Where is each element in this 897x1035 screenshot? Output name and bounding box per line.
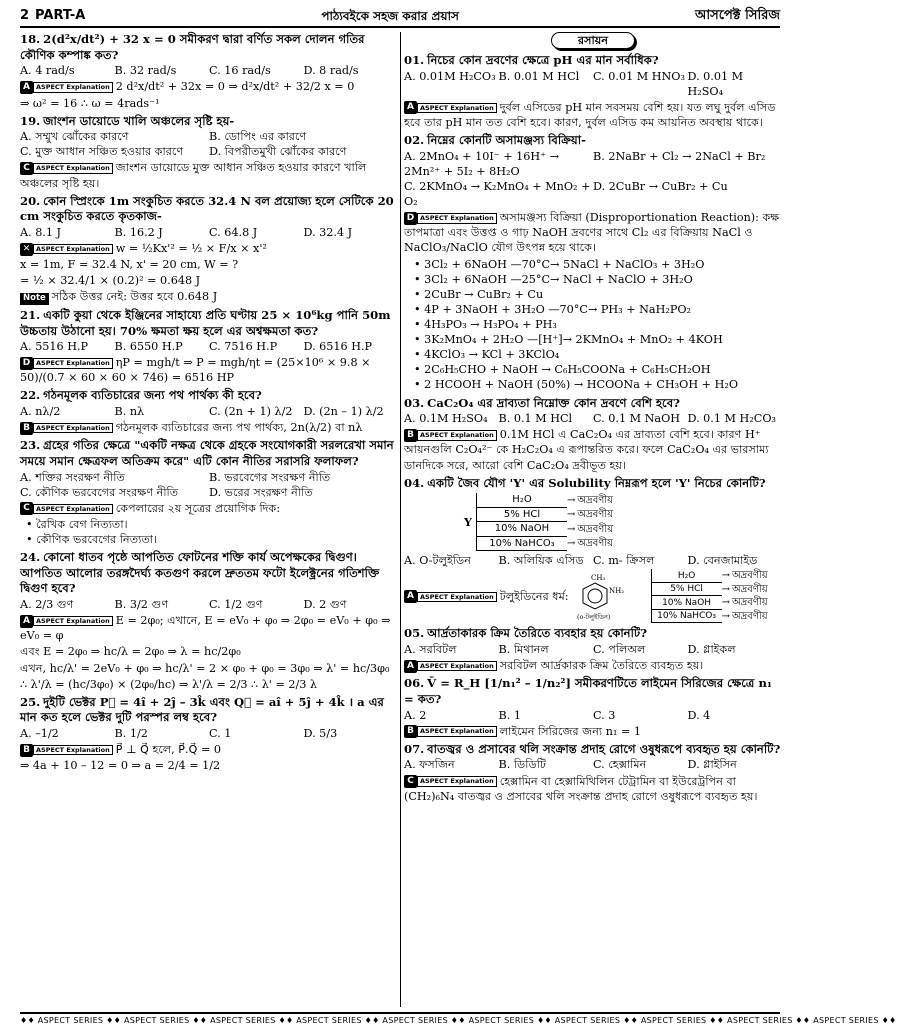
option[interactable]: D. 0.1 M H₂CO₃: [687, 412, 776, 426]
arrow-icon: →: [567, 523, 576, 535]
page-footer: ♦♦ ASPECT SERIES ♦♦ ASPECT SERIES ♦♦ ASPECT SERIES ♦♦ ASPECT SERIES ♦♦ ASPECT SERIES ♦♦ ASPECT SERIES ♦♦ ASPECT SERIES ♦♦ ASPECT SERIES ♦♦ ASPECT SERIES ♦♦ ASPECT SERIES ♦♦: [20, 1012, 780, 1027]
chemistry-column: [404, 32, 782, 1007]
answer-letter: A: [404, 590, 417, 603]
answer-badge: [20, 615, 113, 628]
options-list: [404, 149, 782, 209]
explanation: [20, 742, 398, 773]
question-number: 01.: [404, 53, 425, 68]
option[interactable]: A. 5516 H.P: [20, 340, 89, 354]
answer-badge: [404, 775, 497, 788]
option[interactable]: D. 4: [687, 708, 711, 722]
question-stem: বাতজ্বর ও প্রসাবের থলি সংক্রান্ত প্রদাহ রোগে ওষুধরূপে ব্যবহৃত হয় কোনটি?: [427, 741, 781, 756]
result-label: অদ্রবণীয়: [577, 494, 614, 506]
option[interactable]: A. 0.01M H₂CO₃: [404, 69, 496, 83]
option[interactable]: C. 3: [593, 708, 616, 722]
options-list: [20, 404, 398, 419]
answer-badge: [20, 422, 113, 435]
solubility-row: [477, 493, 613, 508]
option[interactable]: A. nλ/2: [20, 405, 61, 419]
aspect-explanation-tag: ASPECT Explanation: [33, 163, 113, 174]
option[interactable]: B. অলিয়িক এসিড: [498, 554, 584, 568]
page-number: 2: [20, 8, 30, 24]
options-list: [20, 63, 398, 78]
option[interactable]: B. nλ: [114, 405, 145, 419]
page-header: [20, 6, 780, 28]
section-title: রসায়ন: [551, 32, 635, 49]
reaction-item: • 2C₆H₅CHO + NaOH → C₆H₅COONa + C₆H₅CH₂OH: [404, 362, 782, 377]
aspect-explanation-tag: ASPECT Explanation: [417, 661, 497, 672]
bullet-item: • কৌণিক ভরবেগের নিত্যতা।: [26, 532, 398, 547]
option[interactable]: B. মিথানল: [498, 643, 549, 657]
answer-badge: [404, 101, 497, 114]
explanation: [20, 241, 398, 288]
options-list: [20, 339, 398, 354]
result-label: অদ্রবণীয়: [577, 538, 614, 550]
physics-question: [20, 114, 398, 191]
option[interactable]: C. পলিঅল: [593, 643, 646, 657]
option[interactable]: B. 0.01 M HCl: [498, 69, 580, 83]
option[interactable]: D. 32.4 J: [303, 225, 353, 239]
reaction-item: • 3K₂MnO₄ + 2H₂O —[H⁺]→ 2KMnO₄ + MnO₂ + 4KOH: [404, 332, 782, 347]
chemistry-question: [404, 626, 782, 673]
aspect-explanation-tag: ASPECT Explanation: [33, 745, 113, 756]
aspect-explanation-tag: ASPECT Explanation: [33, 82, 113, 93]
aspect-explanation-tag: ASPECT Explanation: [33, 616, 113, 627]
reagent-label: 10% NaHCO₃: [477, 537, 567, 552]
option[interactable]: A. 2/3 গুণ: [20, 598, 74, 612]
option[interactable]: A. 0.1M H₂SO₄: [404, 412, 488, 426]
answer-badge: [404, 725, 497, 738]
options-list: [20, 225, 398, 240]
reagent-label: 5% HCl: [652, 583, 722, 596]
answer-letter: B: [404, 429, 417, 442]
chemistry-question: [404, 133, 782, 392]
question-stem: কোন স্প্রিংকে 1m সংকুচিত করতে 32.4 N বল প্রয়োজ্য হলে সেটিকে 20 cm সংকুচিত করতে কৃতকাজ-: [20, 193, 394, 224]
explanation-line: A ASPECT Explanation দুর্বল এসিডের pH মান সবসময় বেশি হয়। যত লঘু দুর্বল এসিড হবে তার pH মান তত বেশি হবে। কারণ, দুর্বল এসিড কম আয়নিত অবস্থায় থাকে।: [404, 100, 776, 130]
question-text: [20, 438, 398, 469]
answer-letter: ✕: [20, 243, 33, 256]
explanation: [404, 658, 782, 673]
explanation: [404, 774, 782, 804]
physics-question: [20, 695, 398, 774]
physics-column: [20, 32, 398, 1007]
question-number: 05.: [404, 626, 425, 641]
question-text: [20, 388, 398, 404]
question-number: 06.: [404, 676, 425, 691]
question-text: [20, 308, 398, 339]
question-stem: নিম্নের কোনটি অসামঞ্জস্য বিক্রিয়া-: [427, 133, 586, 148]
question-stem: কোনো ধাতব পৃষ্ঠে আপতিত ফোটনের শক্তি কার্য অপেক্ষকের দ্বিগুণ। আপতিত আলোর তরঙ্গদৈর্ঘ্য কতগুণ করলে দ্রুততম ফটো ইলেক্ট্রনের গতিশক্তি দ্বিগুণ হবে?: [20, 550, 380, 596]
answer-letter: D: [404, 212, 417, 225]
option[interactable]: C. মুক্ত আধান সঞ্চিত হওয়ার কারণে: [20, 145, 184, 159]
option[interactable]: D. ভরের সংরক্ষণ নীতি: [209, 485, 313, 499]
question-stem: গঠনমূলক ব্যতিচারের জন্য পথ পার্থক্য কী হবে?: [43, 388, 262, 403]
reaction-item: • 3Cl₂ + 6NaOH —25°C→ NaCl + NaClO + 3H₂O: [404, 272, 782, 287]
aspect-explanation-tag: ASPECT Explanation: [33, 504, 113, 515]
options-list: [20, 597, 398, 612]
explanation-line: B ASPECT Explanation P⃗ ⊥ Q⃗ হলে, P⃗.Q⃗ = 0: [20, 742, 398, 757]
option[interactable]: A. O-টলুইডিন: [404, 554, 471, 568]
option[interactable]: D. 5/3: [303, 727, 338, 741]
option[interactable]: D. 2CuBr → CuBr₂ + Cu: [593, 180, 728, 194]
answer-badge: [20, 81, 113, 94]
question-number: 25.: [20, 694, 41, 709]
result-label: অদ্রবণীয়: [731, 597, 768, 609]
option[interactable]: C. 0.01 M HNO₃: [593, 69, 685, 83]
options-list: [404, 69, 782, 99]
solubility-row: [652, 610, 768, 624]
question-number: 07.: [404, 741, 425, 756]
answer-letter: B: [404, 725, 417, 738]
option[interactable]: A. –1/2: [20, 727, 59, 741]
arrow-icon: →: [567, 538, 576, 550]
option[interactable]: D. বেনজামাইড: [687, 554, 758, 568]
question-text: [404, 396, 782, 412]
note-line: Note সঠিক উত্তর নেই: উত্তর হবে 0.648 J: [20, 289, 398, 304]
question-number: 24.: [20, 550, 41, 565]
answer-letter: A: [404, 660, 417, 673]
option[interactable]: B. 1: [498, 708, 521, 722]
reaction-item: • 2 HCOOH + NaOH (50%) → HCOONa + CH₃OH + H₂O: [404, 377, 782, 392]
solubility-diagram: [464, 493, 782, 551]
explanation: [404, 569, 782, 623]
options-list: [404, 757, 782, 772]
answer-badge: [404, 660, 497, 673]
option[interactable]: C. 16 rad/s: [209, 64, 271, 78]
question-text: [20, 194, 398, 225]
answer-badge: [20, 357, 113, 370]
options-list: [20, 726, 398, 741]
answer-letter: C: [404, 775, 417, 788]
explanation-line: A ASPECT Explanation 2 d²x/dt² + 32x = 0 ⇒ d²x/dt² + 32/2 x = 0: [20, 79, 398, 94]
explanation-line: D ASPECT Explanation ηP = mgh/t ⇒ P = mgh/ηt = (25×10⁶ × 9.8 × 50)/(0.7 × 60 × 60 × 746) = 6516 HP: [20, 356, 371, 385]
result-label: অদ্রবণীয়: [577, 523, 614, 535]
physics-question: [20, 194, 398, 305]
question-number: 02.: [404, 133, 425, 148]
options-list: [404, 642, 782, 657]
explanation-line: ∴ λ'/λ = (hc/3φ₀) × (2φ₀/hc) ⇒ λ'/λ = 2/3 ∴ λ' = 2/3 λ: [20, 677, 318, 691]
aspect-explanation-tag: ASPECT Explanation: [33, 423, 113, 434]
physics-question: [20, 388, 398, 435]
explanation-line: ⇒ ω² = 16 ∴ ω = 4rads⁻¹: [20, 96, 160, 110]
option[interactable]: D. বিপরীতমুখী ঝোঁকের কারণে: [209, 145, 347, 159]
reaction-item: • 3Cl₂ + 6NaOH —70°C→ 5NaCl + NaClO₃ + 3H₂O: [404, 257, 782, 272]
option[interactable]: C. 0.1 M NaOH: [593, 412, 681, 426]
option[interactable]: B. 16.2 J: [114, 225, 163, 239]
option[interactable]: D. 0.01 M H₂SO₄: [687, 69, 744, 98]
reaction-item: • 2CuBr → CuBr₂ + Cu: [404, 287, 782, 302]
option[interactable]: A. 4 rad/s: [20, 64, 75, 78]
column-divider: [400, 32, 401, 1007]
question-stem: দুইটি ভেক্টর P⃗ = 4î + 2ĵ – 3k̂ এবং Q⃗ = aî + 5ĵ + 4k̂ । a এর মান কত হলে ভেক্টর দুটি পরস্পর লম্ব হবে?: [20, 694, 384, 725]
question-text: [20, 114, 398, 130]
question-text: [404, 476, 782, 492]
chemistry-question: [404, 742, 782, 804]
option[interactable]: D. (2n – 1) λ/2: [303, 405, 384, 419]
question-text: [20, 550, 398, 597]
question-text: [20, 32, 398, 63]
options-list: [404, 411, 782, 426]
physics-question: [20, 550, 398, 692]
option[interactable]: C. 2KMnO₄ → K₂MnO₄ + MnO₂ + O₂: [404, 180, 591, 209]
explanation-line: B ASPECT Explanation লাইমেন সিরিজের জন্য n₁ = 1: [404, 724, 782, 739]
explanation-line: A ASPECT Explanation সরবিটল আর্দ্রকারক ক্রিম তৈরিতে ব্যবহৃত হয়।: [404, 658, 782, 673]
answer-letter: C: [20, 502, 33, 515]
answer-letter: C: [20, 162, 33, 175]
reagent-label: H₂O: [477, 493, 567, 508]
reagent-label: 5% HCl: [477, 508, 567, 523]
explanation: [404, 100, 782, 130]
physics-question: [20, 438, 398, 547]
question-number: 22.: [20, 388, 41, 403]
option[interactable]: A. সরবিটল: [404, 643, 457, 657]
aspect-explanation-tag: ASPECT Explanation: [417, 103, 497, 114]
explanation: [20, 501, 398, 516]
option[interactable]: A. সম্মুখ ঝোঁকের কারণে: [20, 130, 129, 144]
option[interactable]: B. ডোপিং এর কারণে: [209, 130, 307, 144]
result-label: অদ্রবণীয়: [731, 570, 768, 582]
question-number: 21.: [20, 307, 41, 322]
answer-badge: [404, 590, 497, 603]
option[interactable]: C. কৌণিক ভরবেগের সংরক্ষণ নীতি: [20, 485, 179, 499]
option[interactable]: A. শক্তির সংরক্ষণ নীতি: [20, 470, 125, 484]
options-list: [404, 708, 782, 723]
explanation-line: ✕ ASPECT Explanation w = ½Kx'² = ½ × F/x × x'²: [20, 241, 398, 256]
answer-letter: A: [404, 101, 417, 114]
explanation: [20, 79, 398, 110]
question-number: 03.: [404, 395, 425, 410]
option[interactable]: B. 32 rad/s: [114, 64, 177, 78]
answer-letter: A: [20, 615, 33, 628]
compound-label: Y: [464, 514, 472, 529]
option[interactable]: C. m- ক্রিসল: [593, 554, 655, 568]
result-label: অদ্রবণীয়: [731, 610, 768, 622]
option[interactable]: B. ডিডিটি: [498, 758, 546, 772]
option[interactable]: B. 0.1 M HCl: [498, 412, 573, 426]
reaction-item: • 4P + 3NaOH + 3H₂O —70°C→ PH₃ + NaH₂PO₂: [404, 302, 782, 317]
option[interactable]: A. ফসজিন: [404, 758, 455, 772]
answer-badge: [20, 744, 113, 757]
solubility-row: [477, 537, 613, 552]
explanation: [20, 355, 398, 385]
option[interactable]: D. গ্লাইকল: [687, 643, 736, 657]
options-list: [20, 470, 398, 500]
explanation: [20, 160, 398, 190]
explanation-line: এখন, hc/λ' = 2eV₀ + φ₀ ⇒ hc/λ' = 2 × φ₀ + φ₀ = 3φ₀ ⇒ λ' = hc/3φ₀: [20, 661, 390, 675]
arrow-icon: →: [721, 610, 730, 622]
methyl-group: CH₃: [590, 574, 605, 583]
option[interactable]: B. ভরবেগের সংরক্ষণ নীতি: [209, 470, 331, 484]
question-text: [404, 53, 782, 69]
question-stem: গ্রহের গতির ক্ষেত্রে "একটি নক্ষত্র থেকে গ্রহকে সংযোগকারী সরলরেখা সমান সময়ে সমান ক্ষেত্রফল অতিক্রম করে" এটি কোন নীতির সরাসরি ফলাফল?: [20, 438, 394, 468]
explanation: [404, 724, 782, 739]
physics-question: [20, 308, 398, 386]
question-stem: একটি জৈব যৌগ 'Y' এর Solubility নিম্নরূপ হলে 'Y' নিচের কোনটি?: [427, 475, 766, 490]
question-number: 19.: [20, 113, 41, 128]
header-center-title: পাঠ্যবইকে সহজ করার প্রয়াস: [321, 8, 459, 23]
option[interactable]: D. গ্লাইসিন: [687, 758, 737, 772]
option[interactable]: C. 64.8 J: [209, 225, 258, 239]
option[interactable]: C. হেক্সামিন: [593, 758, 647, 772]
question-stem: আর্দ্রতাকারক ক্রিম তৈরিতে ব্যবহার হয় কোনটি?: [427, 626, 648, 641]
reagent-label: 10% NaHCO₃: [652, 610, 722, 623]
chemistry-question: [404, 676, 782, 739]
explanation-line: B ASPECT Explanation গঠনমূলক ব্যতিচারের জন্য পথ পার্থক্য, 2n(λ/2) বা nλ: [20, 420, 398, 435]
option[interactable]: D. 8 rad/s: [303, 64, 359, 78]
explanation-line: D ASPECT Explanation অসামঞ্জস্য বিক্রিয়া (Disproportionation Reaction): কক্ষ তাপমাত্রা এবং উত্তপ্ত ও গাঢ় NaOH দ্রবণের সাথে Cl₂ এর বিক্রিয়ায় NaCl ও NaClO₃/NaClO যৌগ উৎপন্ন হয়ে থাকে।: [404, 211, 780, 255]
explanation-line: A ASPECT Explanation E = 2φ₀; এখানে, E = eV₀ + φ₀ ⇒ 2φ₀ = eV₀ + φ₀ ⇒ eV₀ = φ: [20, 614, 391, 643]
option[interactable]: C. 7516 H.P: [209, 340, 278, 354]
reagent-label: H₂O: [652, 570, 722, 583]
question-text: [404, 626, 782, 642]
arrow-icon: →: [721, 570, 730, 582]
options-list: [20, 129, 398, 159]
arrow-icon: →: [567, 509, 576, 521]
option[interactable]: C. 1/2 গুণ: [209, 598, 263, 612]
aspect-explanation-tag: ASPECT Explanation: [417, 776, 497, 787]
question-stem: V̄ = R_H [1/n₁² – 1/n₂²] সমীকরণটিতে লাইমেন সিরিজের ক্ষেত্রে n₁ = কত?: [404, 676, 772, 706]
answer-badge: [404, 212, 497, 225]
aspect-explanation-tag: ASPECT Explanation: [33, 244, 113, 255]
explanation-lead: [404, 589, 569, 604]
question-stem: নিচের কোন দ্রবণের ক্ষেত্রে pH এর মান সর্বাধিক?: [427, 53, 659, 68]
solubility-rows: [476, 493, 613, 551]
explanation-line: টলুইডিনের ধর্ম:: [499, 589, 569, 603]
option[interactable]: A. 2MnO₄ + 10I⁻ + 16H⁺ → 2Mn²⁺ + 5I₂ + 8H₂O: [404, 149, 559, 178]
answer-badge: [20, 243, 113, 256]
toluidine-structure: [575, 571, 645, 621]
question-number: 04.: [404, 475, 425, 490]
explanation: [20, 613, 398, 692]
explanation-line: x = 1m, F = 32.4 N, x' = 20 cm, W = ?: [20, 258, 239, 272]
option[interactable]: C. 1: [209, 727, 232, 741]
question-text: [404, 676, 782, 707]
chemistry-question: [404, 396, 782, 473]
reagent-label: 10% NaOH: [652, 597, 722, 610]
answer-badge: [20, 162, 113, 175]
amino-group: NH₂: [608, 587, 624, 596]
answer-badge: [20, 502, 113, 515]
physics-question: [20, 32, 398, 111]
arrow-icon: →: [567, 494, 576, 506]
options-list: [404, 553, 782, 568]
solubility-row: [477, 522, 613, 537]
toluidine-solubility: [651, 569, 768, 623]
explanation-line: C ASPECT Explanation জাংশন ডায়োডে মুক্ত আধান সঞ্চিত হওয়ার কারণে খালি অঞ্চলের সৃষ্টি হয়।: [20, 161, 367, 190]
answer-letter: A: [20, 81, 33, 94]
explanation: [20, 420, 398, 435]
option[interactable]: B. 1/2: [114, 727, 148, 741]
structure-label: (o-টলুইডিন): [576, 613, 611, 622]
explanation: [404, 210, 782, 255]
question-text: [404, 742, 782, 758]
reaction-item: • 4KClO₃ → KCl + 3KClO₄: [404, 347, 782, 362]
solubility-row: [477, 508, 613, 523]
option[interactable]: D. 2 গুণ: [303, 598, 347, 612]
explanation: [404, 427, 782, 472]
answer-badge: [404, 429, 497, 442]
explanation-line: ⇒ 4a + 10 – 12 = 0 ⇒ a = 2/4 = 1/2: [20, 759, 221, 773]
solubility-row: [652, 583, 768, 597]
explanation-line: = ½ × 32.4/1 × (0.2)² = 0.648 J: [20, 274, 201, 288]
explanation-line: B ASPECT Explanation 0.1M HCl এ CaC₂O₄ এর দ্রাব্যতা বেশি হবে। কারণ H⁺ আয়নগুলি C₂O₄²⁻ কে H₂C₂O₄ এ রূপান্তরিত করে। ফলে CaC₂O₄ এর ভারসাম্য ডানদিকে সরে, আরো বেশি CaC₂O₄ দ্রবীভূত হয়।: [404, 428, 769, 472]
bullet-item: • রৈখিক বেগ নিত্যতা।: [26, 517, 398, 532]
question-stem: 2(d²x/dt²) + 32 x = 0 সমীকরণ দ্বারা বর্ণিত সকল দোলন গতির কৌণিক কম্পাঙ্ক কত?: [20, 32, 365, 62]
question-number: 20.: [20, 193, 41, 208]
solubility-row: [652, 569, 768, 583]
option[interactable]: B. 2NaBr + Cl₂ → 2NaCl + Br₂: [593, 149, 766, 163]
option[interactable]: A. 2: [404, 708, 427, 722]
series-name: আসপেক্ট সিরিজ: [695, 8, 780, 24]
explanation-line: এবং E = 2φ₀ ⇒ hc/λ = 2φ₀ ⇒ λ = hc/2φ₀: [20, 645, 241, 659]
option[interactable]: C. (2n + 1) λ/2: [209, 405, 293, 419]
explanation-line: C ASPECT Explanation কেপলারের ২য় সূত্রের প্রয়োগিক দিক:: [20, 501, 398, 516]
aspect-explanation-tag: ASPECT Explanation: [417, 726, 497, 737]
question-stem: জাংশন ডায়োডে খালি অঞ্চলের সৃষ্টি হয়-: [43, 113, 235, 128]
question-number: 23.: [20, 438, 41, 453]
reagent-label: 10% NaOH: [477, 522, 567, 537]
reaction-item: • 4H₃PO₃ → H₃PO₄ + PH₃: [404, 317, 782, 332]
aspect-explanation-tag: ASPECT Explanation: [33, 358, 113, 369]
arrow-icon: →: [721, 583, 730, 595]
question-text: [404, 133, 782, 149]
question-stem: CaC₂O₄ এর দ্রাব্যতা নিম্নোক্ত কোন দ্রবণে বেশি হবে?: [427, 395, 680, 410]
explanation-line: C ASPECT Explanation হেক্সামিন বা হেক্সামিথিলিন টেট্রামিন বা ইউরেট্রপিন বা (CH₂)₆N₄ বাতজ্বর ও প্রসাবের থলি সংক্রান্ত প্রদাহ রোগে ওষুধরূপে ব্যবহৃত হয়।: [404, 774, 758, 803]
note-label: Note: [20, 293, 49, 304]
option[interactable]: A. 8.1 J: [20, 225, 62, 239]
aspect-explanation-tag: ASPECT Explanation: [417, 213, 497, 224]
aspect-explanation-tag: ASPECT Explanation: [417, 430, 497, 441]
part-label: PART-A: [35, 8, 86, 24]
arrow-icon: →: [721, 597, 730, 609]
option[interactable]: D. 6516 H.P: [303, 340, 373, 354]
result-label: অদ্রবণীয়: [731, 583, 768, 595]
aspect-explanation-tag: ASPECT Explanation: [417, 592, 497, 603]
question-text: [20, 695, 398, 726]
answer-letter: D: [20, 357, 33, 370]
reaction-list: [404, 257, 782, 393]
answer-letter: B: [20, 422, 33, 435]
result-label: অদ্রবণীয়: [577, 509, 614, 521]
question-stem: একটি কুয়া থেকে ইঞ্জিনের সাহায্যে প্রতি ঘণ্টায় 25 × 10⁶kg পানি 50m উচ্চতায় উঠানো হয়। 70% ক্ষমতা ক্ষয় হলে এর অশ্বক্ষমতা কত?: [20, 307, 391, 338]
option[interactable]: B. 3/2 গুণ: [114, 598, 169, 612]
bullet-list: [20, 517, 398, 547]
chemistry-question: [404, 53, 782, 130]
solubility-row: [652, 596, 768, 610]
toluidine-explanation: [404, 569, 782, 623]
chemistry-question: [404, 476, 782, 624]
question-number: 18.: [20, 32, 41, 46]
option[interactable]: B. 6550 H.P: [114, 340, 183, 354]
answer-letter: B: [20, 744, 33, 757]
